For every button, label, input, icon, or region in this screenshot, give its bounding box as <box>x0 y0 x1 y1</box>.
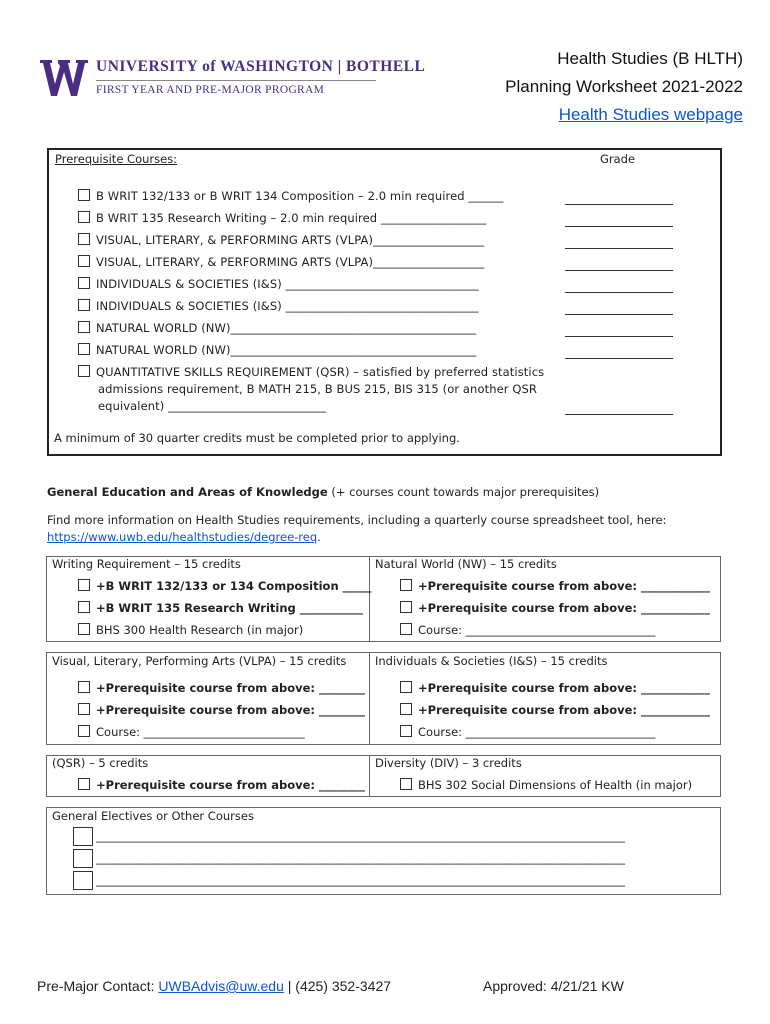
prereq-item <box>78 211 486 225</box>
checkbox[interactable] <box>78 365 90 377</box>
checkbox[interactable] <box>78 623 90 635</box>
qsr-item-label: +Prerequisite course from above: ________ <box>96 778 366 792</box>
checkbox[interactable] <box>78 233 90 245</box>
health-studies-webpage-link[interactable]: Health Studies webpage <box>558 105 743 124</box>
gened-heading-note: (+ courses count towards major prerequisites) <box>327 485 600 499</box>
checkbox[interactable] <box>78 321 90 333</box>
nw-item <box>400 579 710 593</box>
advising-email-link[interactable]: UWBAdvis@uw.edu <box>158 978 284 994</box>
uw-w-icon <box>40 58 88 98</box>
checkbox[interactable] <box>78 601 90 613</box>
is-item <box>400 703 710 717</box>
footer-contact <box>37 978 391 994</box>
vlpa-item-label: +Prerequisite course from above: ________ <box>96 703 366 717</box>
nw-item <box>400 623 655 637</box>
elective-line[interactable]: ____________________________________________________________________________________________ <box>96 873 625 887</box>
nw-item-label: +Prerequisite course from above: ____________ <box>418 579 711 593</box>
grade-line[interactable] <box>565 291 673 293</box>
vlpa-item-label: Course: ____________________________ <box>96 725 305 739</box>
nw-item <box>400 601 710 615</box>
logo-divider <box>96 80 376 81</box>
qsr-line: admissions requirement, B MATH 215, B BUS 215, BIS 315 (or another QSR <box>98 382 537 396</box>
prereq-item <box>78 255 484 269</box>
vlpa-title: Visual, Literary, Performing Arts (VLPA) – 15 credits <box>52 654 347 668</box>
checkbox[interactable] <box>78 277 90 289</box>
vlpa-item <box>78 725 305 739</box>
prereq-item-label: VISUAL, LITERARY, & PERFORMING ARTS (VLPA)___________________ <box>96 255 485 269</box>
checkbox[interactable] <box>78 343 90 355</box>
qsr-line: QUANTITATIVE SKILLS REQUIREMENT (QSR) – satisfied by preferred statistics <box>96 365 545 379</box>
checkbox[interactable] <box>78 299 90 311</box>
gened-info-line <box>47 530 321 544</box>
grade-line[interactable] <box>565 313 673 315</box>
prereq-item-label: B WRIT 135 Research Writing – 2.0 min required __________________ <box>96 211 487 225</box>
vlpa-item <box>78 681 365 695</box>
vlpa-item <box>78 703 365 717</box>
checkbox[interactable] <box>78 778 90 790</box>
writing-item <box>78 579 371 593</box>
prereq-item <box>78 343 476 357</box>
div-item-label: BHS 302 Social Dimensions of Health (in major) <box>418 778 693 792</box>
writing-requirement-title: Writing Requirement – 15 credits <box>52 557 241 571</box>
div-item <box>400 778 692 792</box>
elective-line[interactable]: ____________________________________________________________________________________________ <box>96 829 625 843</box>
prereq-item-label: INDIVIDUALS & SOCIETIES (I&S) _________________________________ <box>96 277 479 291</box>
writing-item-label: BHS 300 Health Research (in major) <box>96 623 304 637</box>
university-name: UNIVERSITY of WASHINGTON | BOTHELL <box>96 58 426 75</box>
writing-item-label: +B WRIT 135 Research Writing ___________ <box>96 601 364 615</box>
checkbox[interactable] <box>78 725 90 737</box>
degree-req-link[interactable]: https://www.uwb.edu/healthstudies/degree-req <box>47 530 318 544</box>
prereq-item <box>78 299 479 313</box>
grade-line[interactable] <box>565 413 673 415</box>
gened-heading-bold: General Education and Areas of Knowledge <box>47 485 328 499</box>
prereq-item <box>78 321 476 335</box>
prereq-item <box>78 277 479 291</box>
prereq-item-qsr <box>78 365 544 379</box>
individuals-societies-title: Individuals & Societies (I&S) – 15 credits <box>375 654 608 668</box>
checkbox[interactable] <box>400 725 412 737</box>
prereq-item-label: B WRIT 132/133 or B WRIT 134 Composition – 2.0 min required ______ <box>96 189 504 203</box>
program-name: FIRST YEAR AND PRE-MAJOR PROGRAM <box>96 84 325 96</box>
gened-info-text: Find more information on Health Studies requirements, including a quarterly course spreadsheet tool, here: <box>47 513 667 527</box>
minimum-credits-note: A minimum of 30 quarter credits must be completed prior to applying. <box>54 431 460 445</box>
qsr-item <box>78 778 365 792</box>
qsr-title: (QSR) – 5 credits <box>52 756 149 770</box>
prereq-item-label: VISUAL, LITERARY, & PERFORMING ARTS (VLPA)___________________ <box>96 233 485 247</box>
checkbox[interactable] <box>78 211 90 223</box>
checkbox[interactable] <box>400 623 412 635</box>
qsr-line: equivalent) ___________________________ <box>98 399 327 413</box>
prereq-item-label: NATURAL WORLD (NW)__________________________________________ <box>96 343 477 357</box>
grade-line[interactable] <box>565 269 673 271</box>
nw-item-label: +Prerequisite course from above: ____________ <box>418 601 711 615</box>
gened-heading <box>47 485 599 499</box>
checkbox[interactable] <box>78 189 90 201</box>
writing-item-label: +B WRIT 132/133 or 134 Composition _____ <box>96 579 372 593</box>
is-item-label: Course: _________________________________ <box>418 725 656 739</box>
checkbox[interactable] <box>400 601 412 613</box>
electives-title: General Electives or Other Courses <box>52 809 254 823</box>
grade-line[interactable] <box>565 203 673 205</box>
grade-line[interactable] <box>565 335 673 337</box>
contact-label: Pre-Major Contact: <box>37 978 159 994</box>
approval-note: Approved: 4/21/21 KW <box>483 978 624 994</box>
diversity-title: Diversity (DIV) – 3 credits <box>375 756 522 770</box>
vlpa-item-label: +Prerequisite course from above: ________ <box>96 681 366 695</box>
checkbox[interactable] <box>78 579 90 591</box>
checkbox[interactable] <box>400 703 412 715</box>
is-item <box>400 681 710 695</box>
writing-item <box>78 601 363 615</box>
natural-world-title: Natural World (NW) – 15 credits <box>375 557 557 571</box>
checkbox[interactable] <box>400 778 412 790</box>
elective-checkbox[interactable] <box>73 849 93 868</box>
elective-checkbox[interactable] <box>73 871 93 890</box>
checkbox[interactable] <box>400 681 412 693</box>
uw-logo <box>40 58 88 98</box>
checkbox[interactable] <box>78 255 90 267</box>
grade-heading: Grade <box>600 152 636 166</box>
elective-checkbox[interactable] <box>73 827 93 846</box>
page-subtitle: Planning Worksheet 2021-2022 <box>505 77 743 96</box>
nw-item-label: Course: _________________________________ <box>418 623 656 637</box>
prereq-heading: Prerequisite Courses: <box>55 152 178 166</box>
prereq-item-label: INDIVIDUALS & SOCIETIES (I&S) _________________________________ <box>96 299 479 313</box>
checkbox[interactable] <box>78 703 90 715</box>
is-item-label: +Prerequisite course from above: ____________ <box>418 681 711 695</box>
page-title: Health Studies (B HLTH) <box>557 49 743 68</box>
checkbox[interactable] <box>78 681 90 693</box>
contact-phone: | (425) 352-3427 <box>283 978 392 994</box>
period: . <box>317 530 321 544</box>
grade-line[interactable] <box>565 357 673 359</box>
is-item <box>400 725 655 739</box>
prereq-item <box>78 189 504 203</box>
is-item-label: +Prerequisite course from above: ____________ <box>418 703 711 717</box>
prereq-item <box>78 233 484 247</box>
checkbox[interactable] <box>400 579 412 591</box>
elective-line[interactable]: ____________________________________________________________________________________________ <box>96 851 625 865</box>
grade-line[interactable] <box>565 225 673 227</box>
writing-item <box>78 623 303 637</box>
grade-line[interactable] <box>565 247 673 249</box>
prereq-item-label: NATURAL WORLD (NW)__________________________________________ <box>96 321 477 335</box>
